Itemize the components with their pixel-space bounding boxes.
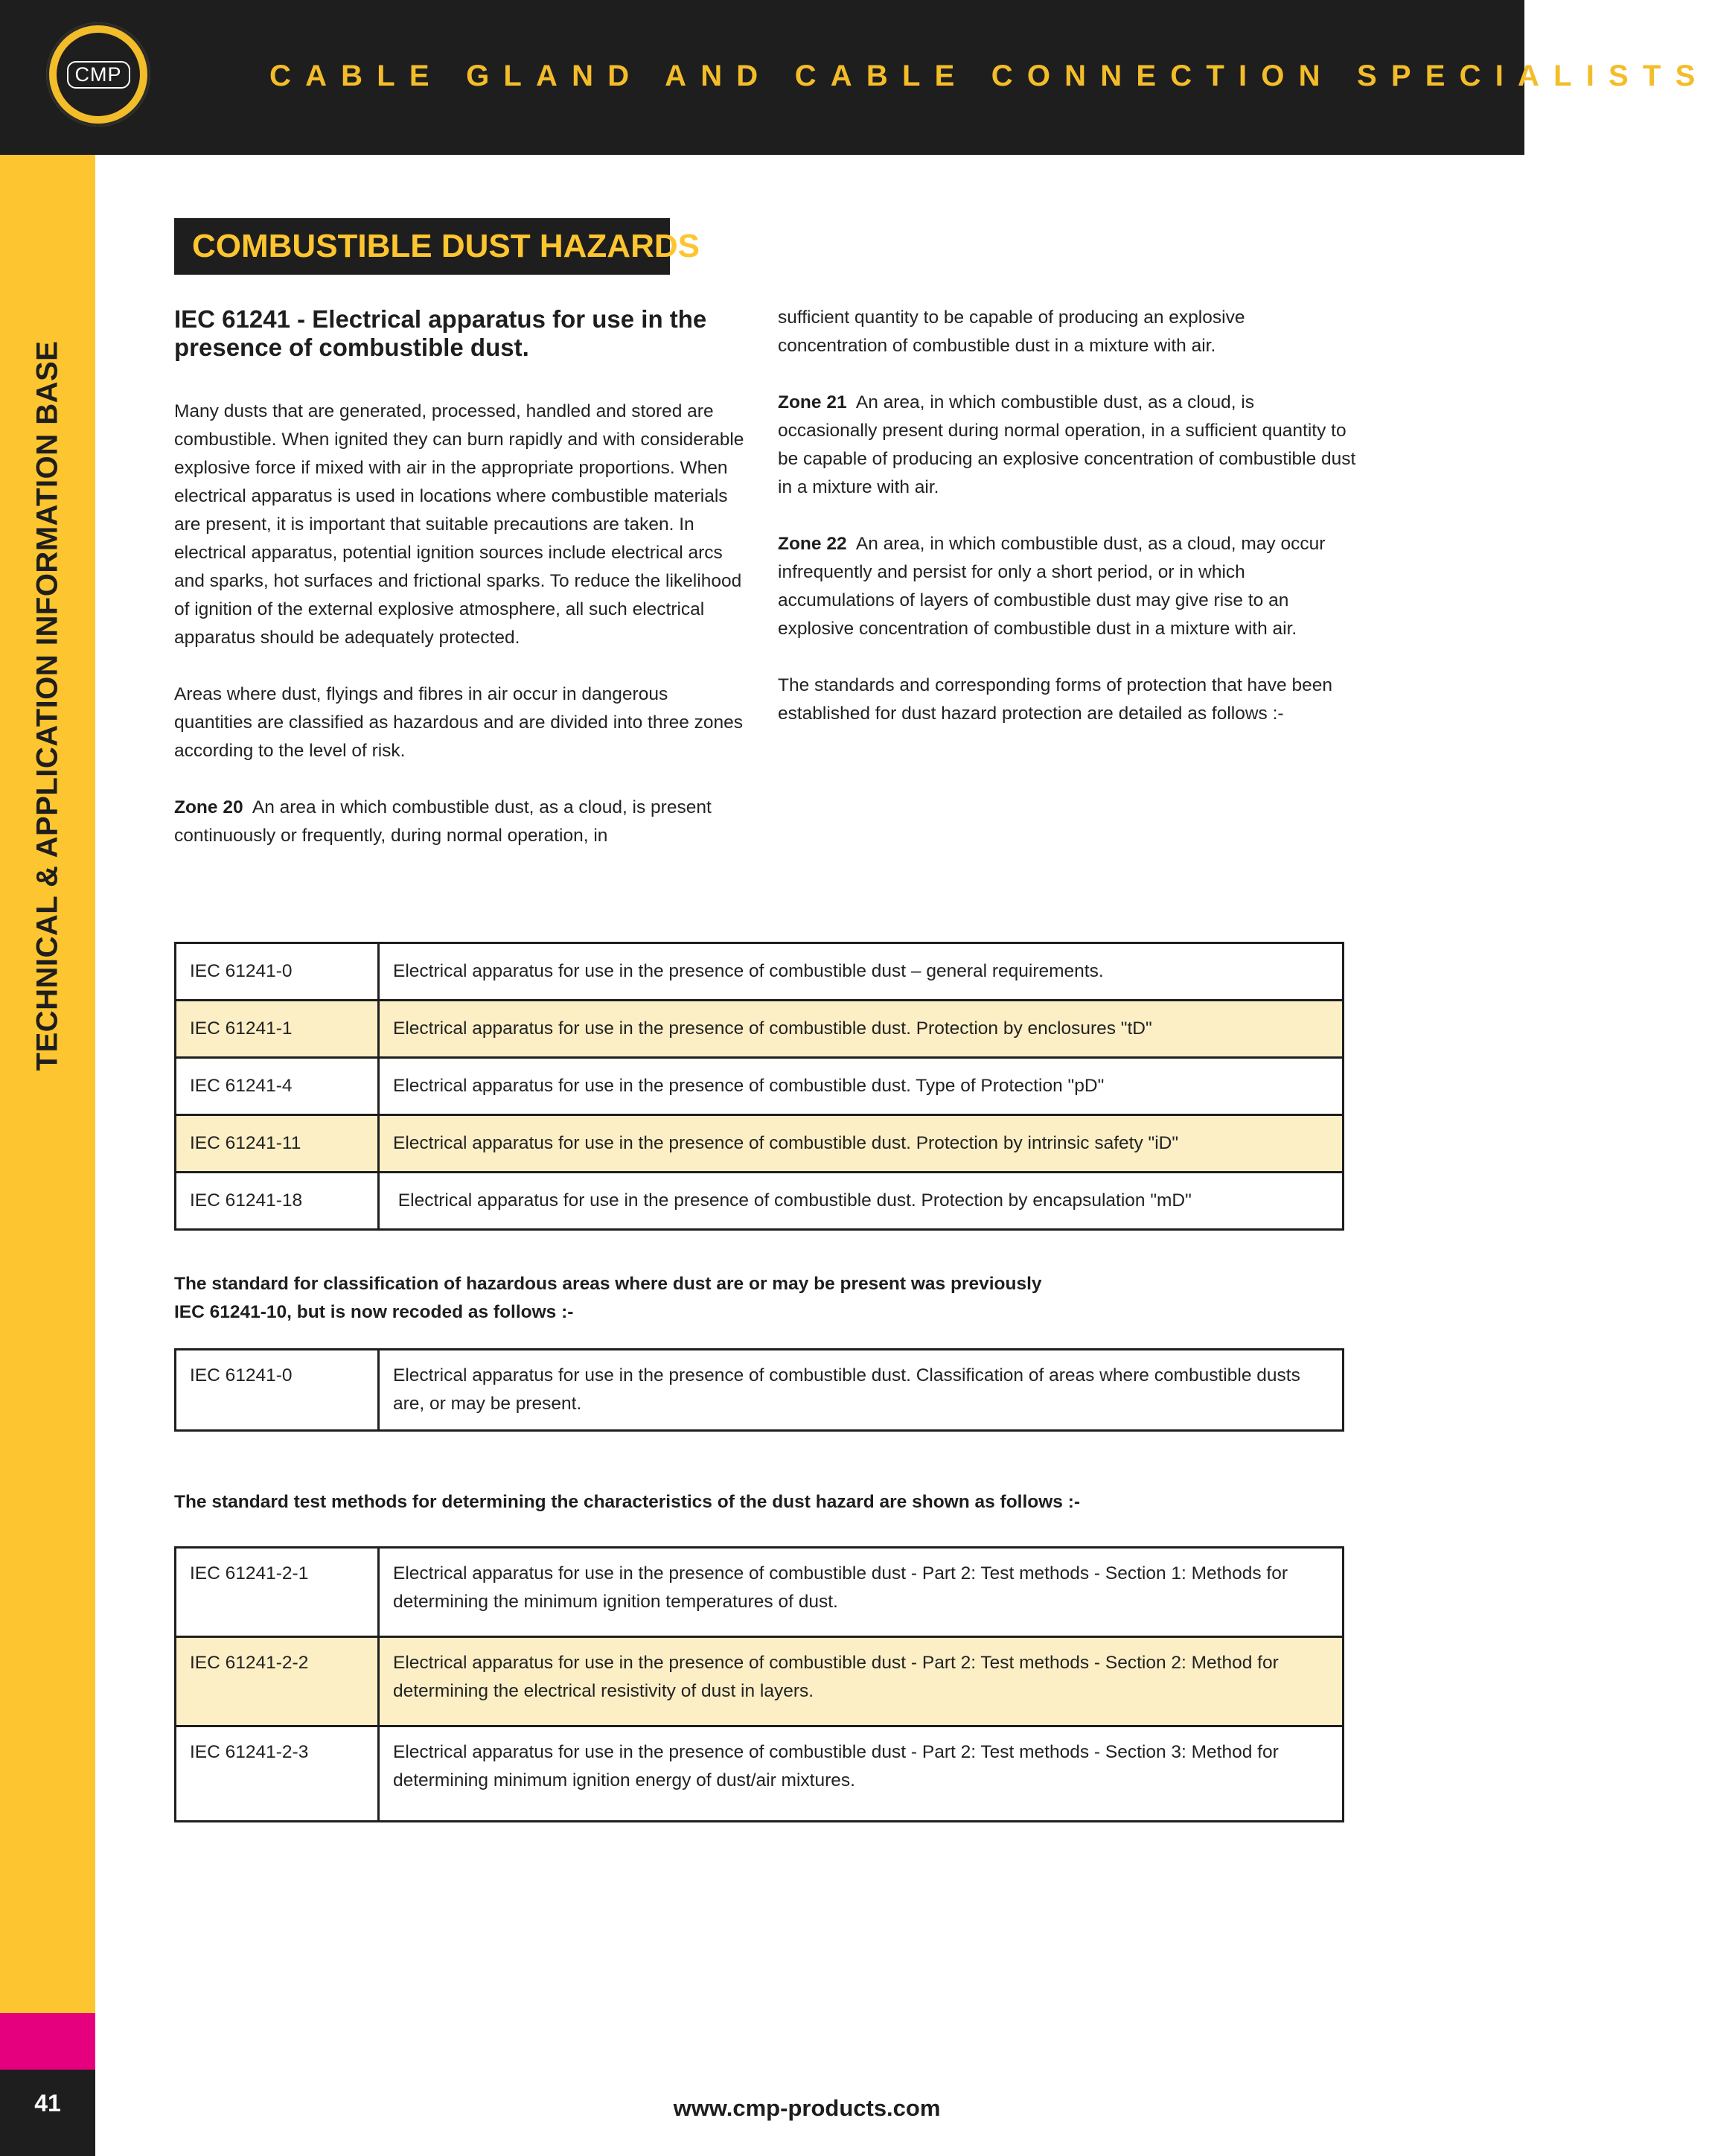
sidebar-accent	[0, 2013, 95, 2070]
standard-code: IEC 61241-2-1	[176, 1548, 379, 1637]
zones-paragraph: Areas where dust, flyings and fibres in air occur in dangerous quantities are classified as hazardous and are divided into three zones according to the level of risk.	[174, 684, 744, 761]
table-row	[176, 943, 1344, 1001]
classification-note	[174, 1270, 1335, 1327]
zone-21-label: Zone 21	[778, 392, 847, 412]
zone-20-continuation: sufficient quantity to be capable of producing an explosive concentration of combustible dust in a mixture with air.	[778, 307, 1245, 356]
sidebar-label: TECHNICAL & APPLICATION INFORMATION BASE	[31, 340, 64, 1071]
table-row	[176, 1637, 1344, 1726]
footer-url[interactable]: www.cmp-products.com	[673, 2095, 941, 2121]
table-row	[176, 1548, 1344, 1637]
zone-22-text: An area, in which combustible dust, as a cloud, may occur infrequently and persist for only a short period, or in which accumulations of layers of combustible dust may give rise to an explosive concentration of combustible dust in a mixture with air.	[778, 534, 1326, 639]
standard-description: Electrical apparatus for use in the presence of combustible dust. Type of Protection "pD"	[379, 1058, 1344, 1115]
standard-description: Electrical apparatus for use in the presence of combustible dust - Part 2: Test methods - Section 1: Methods for determining the minimum ignition temperatures of dust.	[379, 1548, 1344, 1637]
zone-20-text: An area in which combustible dust, as a cloud, is present continuously or frequently, during normal operation, in	[174, 797, 712, 846]
zone-21-paragraph	[778, 389, 1358, 502]
page-header	[0, 0, 1709, 155]
standard-code: IEC 61241-18	[176, 1173, 379, 1230]
standard-description: Electrical apparatus for use in the presence of combustible dust – general requirements.	[379, 943, 1344, 1001]
subheading: IEC 61241 - Electrical apparatus for use in the presence of combustible dust.	[174, 305, 707, 361]
zone-22-paragraph	[778, 530, 1358, 643]
section-title: COMBUSTIBLE DUST HAZARDS	[174, 218, 670, 275]
cmp-logo	[46, 22, 150, 127]
standard-description: Electrical apparatus for use in the presence of combustible dust. Protection by encapsulation "mD"	[379, 1173, 1344, 1230]
test-methods-table	[174, 1546, 1344, 1822]
table-row	[176, 1115, 1344, 1173]
standard-code: IEC 61241-0	[176, 1350, 379, 1431]
standard-description: Electrical apparatus for use in the presence of combustible dust - Part 2: Test methods - Section 2: Method for determining the electrical resistivity of dust in layers.	[379, 1637, 1344, 1726]
table-row	[176, 1001, 1344, 1058]
standard-description: Electrical apparatus for use in the presence of combustible dust. Classification of areas where combustible dusts are, or may be present.	[379, 1350, 1344, 1431]
standard-description: Electrical apparatus for use in the presence of combustible dust. Protection by intrinsic safety "iD"	[379, 1115, 1344, 1173]
page-number: 41	[0, 2070, 95, 2156]
standard-code: IEC 61241-1	[176, 1001, 379, 1058]
standard-code: IEC 61241-4	[176, 1058, 379, 1115]
logo-text: CMP	[67, 61, 130, 89]
standard-code: IEC 61241-2-3	[176, 1726, 379, 1822]
intro-paragraph: Many dusts that are generated, processed, handled and stored are combustible. When ignited they can burn rapidly and with considerable explosive force if mixed with air in the appropriate proportions. When electrical apparatus is used in locations where combustible materials are present, it is important that suitable precautions are taken. In electrical apparatus, potential ignition sources include electrical arcs and sparks, hot surfaces and frictional sparks. To reduce the likelihood of ignition of the external explosive atmosphere, all such electrical apparatus should be adequately protected.	[174, 401, 744, 648]
sidebar	[0, 155, 95, 2013]
table-row	[176, 1058, 1344, 1115]
note-line: The standard for classification of hazardous areas where dust are or may be present was previously	[174, 1274, 1042, 1294]
zone-20-paragraph	[174, 794, 747, 850]
standard-description: Electrical apparatus for use in the presence of combustible dust - Part 2: Test methods - Section 3: Method for determining minimum ignition energy of dust/air mixtures.	[379, 1726, 1344, 1822]
zone-22-label: Zone 22	[778, 534, 847, 554]
standard-description: Electrical apparatus for use in the presence of combustible dust. Protection by enclosures "tD"	[379, 1001, 1344, 1058]
left-column	[174, 305, 747, 878]
table-row	[176, 1726, 1344, 1822]
classification-table	[174, 1348, 1344, 1432]
standard-code: IEC 61241-11	[176, 1115, 379, 1173]
table-row	[176, 1350, 1344, 1431]
right-column	[778, 304, 1358, 756]
protection-standards-table	[174, 942, 1344, 1231]
note-line: IEC 61241-10, but is now recoded as follows :-	[174, 1302, 574, 1322]
closing-paragraph: The standards and corresponding forms of protection that have been established for dust hazard protection are detailed as follows :-	[778, 675, 1332, 724]
standard-code: IEC 61241-2-2	[176, 1637, 379, 1726]
test-methods-note: The standard test methods for determining the characteristics of the dust hazard are shown as follows :-	[174, 1492, 1081, 1512]
header-tagline: CABLE GLAND AND CABLE CONNECTION SPECIALISTS	[269, 60, 1709, 92]
table-row	[176, 1173, 1344, 1230]
standard-code: IEC 61241-0	[176, 943, 379, 1001]
zone-20-label: Zone 20	[174, 797, 243, 817]
zone-21-text: An area, in which combustible dust, as a cloud, is occasionally present during normal operation, in a sufficient quantity to be capable of producing an explosive concentration of combustible dust in a mixture with air.	[778, 392, 1356, 497]
